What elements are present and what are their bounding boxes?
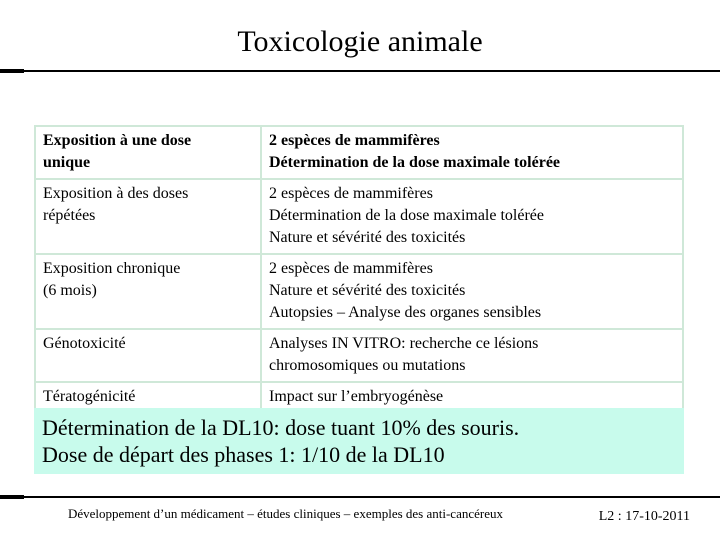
title-divider	[24, 70, 720, 72]
table-cell-test: Exposition à une dose unique	[35, 126, 261, 179]
table-row	[35, 329, 683, 382]
table-cell-requirements: 2 espèces de mammifères Nature et sévérité des toxicités Autopsies – Analyse des organes sensibles	[261, 254, 683, 329]
table-cell-requirements: Impact sur l’embryogénèse	[261, 382, 683, 413]
footer-divider	[24, 496, 720, 498]
footer-date: L2 : 17-10-2011	[598, 509, 690, 524]
footer-course-title: Développement d’un médicament – études cliniques – exemples des anti-cancéreux	[68, 506, 503, 521]
note-line-dl10: Détermination de la DL10: dose tuant 10% des souris.	[42, 415, 520, 440]
table-row	[35, 126, 683, 179]
title-divider-accent	[0, 69, 24, 73]
toxicology-table	[34, 125, 684, 414]
highlight-note-box	[34, 408, 684, 474]
table-cell-requirements: 2 espèces de mammifères Détermination de la dose maximale tolérée	[261, 126, 683, 179]
table-cell-requirements: Analyses IN VITRO: recherche ce lésions chromosomiques ou mutations	[261, 329, 683, 382]
footer-divider-accent	[0, 495, 24, 499]
table-cell-test: Génotoxicité	[35, 329, 261, 382]
table-cell-test: Exposition à des doses répétées	[35, 179, 261, 254]
table-cell-test: Exposition chronique (6 mois)	[35, 254, 261, 329]
table-cell-test: Tératogénicité	[35, 382, 261, 413]
note-line-starting-dose: Dose de départ des phases 1: 1/10 de la DL10	[42, 442, 445, 467]
table-cell-requirements: 2 espèces de mammifères Détermination de la dose maximale tolérée Nature et sévérité des toxicités	[261, 179, 683, 254]
table-row	[35, 254, 683, 329]
slide-title: Toxicologie animale	[237, 25, 483, 58]
table-row	[35, 179, 683, 254]
